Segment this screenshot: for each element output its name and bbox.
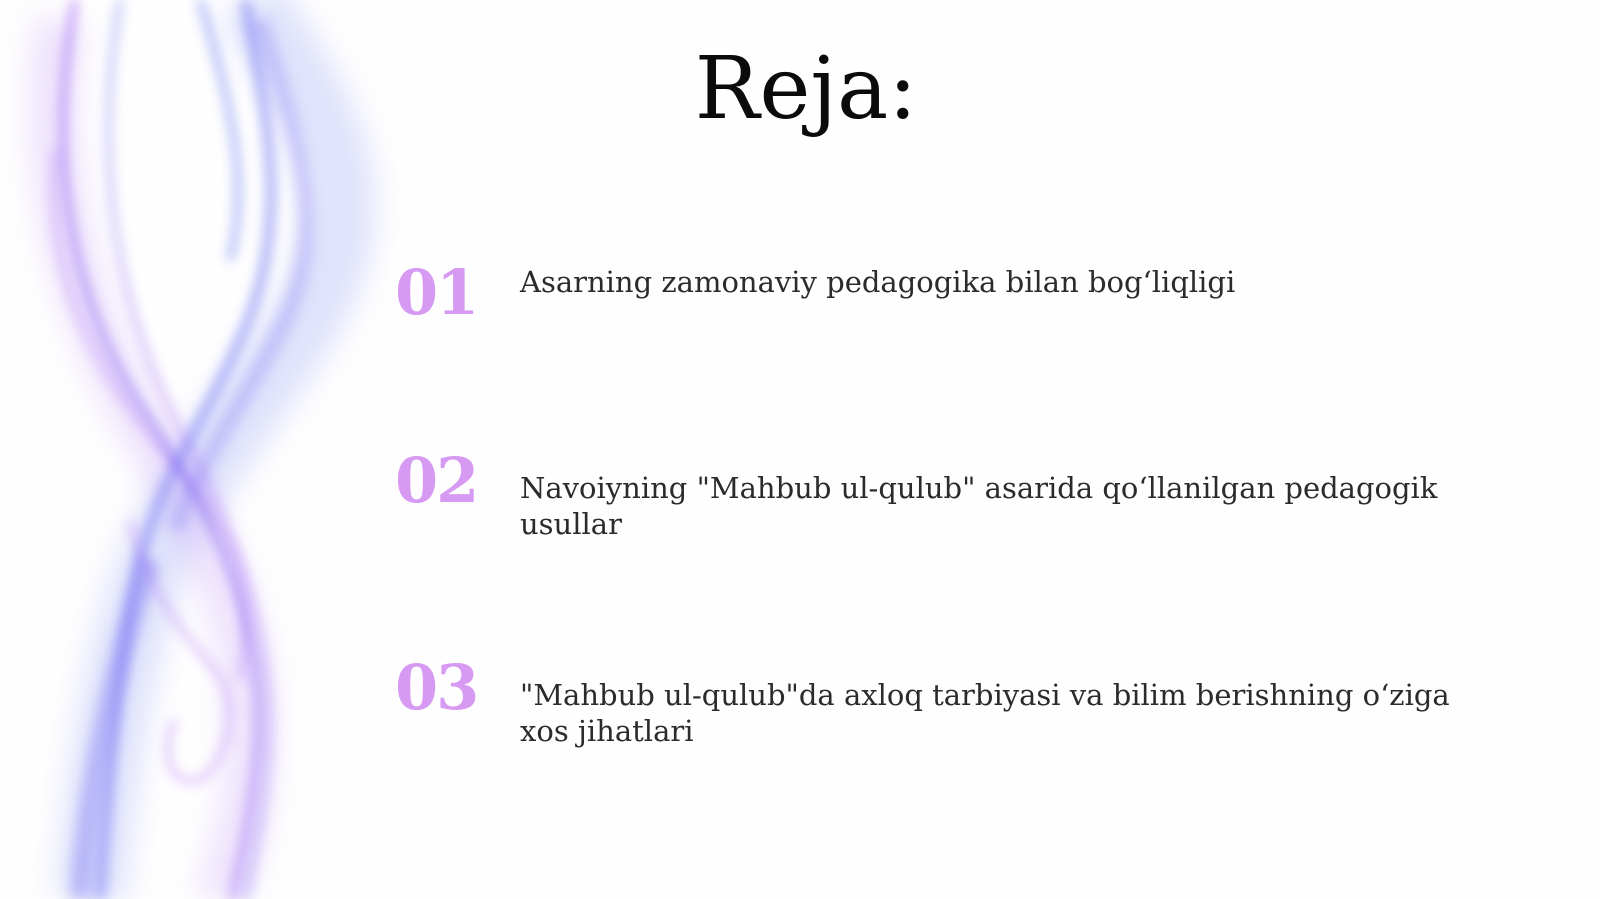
plan-item (395, 651, 1455, 748)
plan-item (395, 256, 1455, 352)
item-text: Asarning zamonaviy pedagogika bilan bog‘liqligi (520, 265, 1236, 299)
item-text: Navoiyning "Mahbub ul-qulub" asarida qo‘llanilgan pedagogik usullar (520, 471, 1438, 541)
item-number: 02 (395, 444, 478, 517)
item-text: "Mahbub ul-qulub"da axloq tarbiyasi va bilim berishning o‘ziga xos jihatlari (520, 678, 1450, 748)
item-number: 03 (395, 651, 478, 724)
item-number: 01 (395, 256, 478, 329)
plan-item (395, 444, 1455, 541)
slide-title: Reja: (694, 39, 918, 139)
